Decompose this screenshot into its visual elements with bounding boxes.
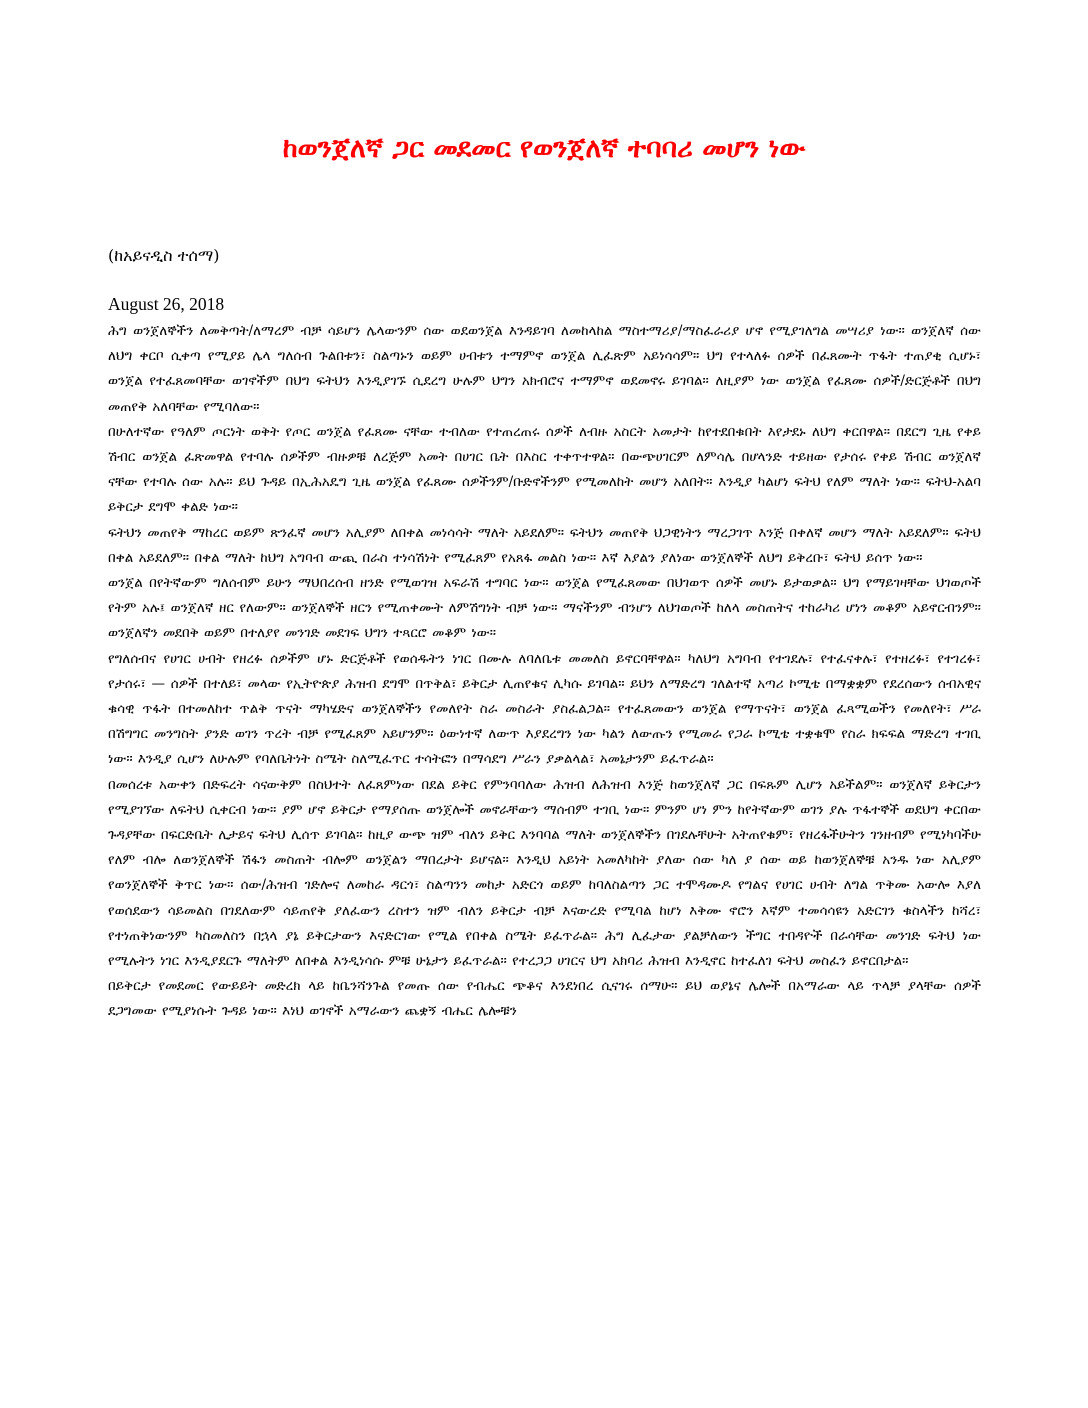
page-title: ከወንጀለኛ ጋር መደመር የወንጀለኛ ተባባሪ መሆን ነው: [282, 133, 806, 164]
author-byline: (ከአይናዲስ ተሰማ): [108, 246, 220, 265]
paragraph: በይቅርታ የመደመር የውይይት መድረክ ላይ ከቤንሻንጉል የመጡ ሰው የብሔር ጭቆና እንደነበረ ሲናገሩ ሰማሁ። ይህ ወያኔና ሌሎች በአማራው ላይ ጥላቻ ያላቸው ሰዎች ደጋግመው የሚያነሱት ጉዳይ ነው። እነህ ወገኖች አማራውን ጨቋኝ ብሔር ሌሎቹን: [108, 978, 981, 1020]
article-body: [108, 319, 981, 1394]
paragraph: ሕግ ወንጀለኞችን ለመቅጣት/ለማረም ብቻ ሳይሆን ሌላውንም ሰው ወደወንጀል እንዳይገባ ለመከላከል ማስተማሪያ/ማስፈራሪያ ሆኖ የሚያገለግል መሣሪያ ነው። ወንጀለኛ ሰው ለህግ ቀርቦ ሲቀጣ የሚያይ ሌላ ግለሰብ ጉልበቱን፣ ስልጣኑን ወይም ሀብቱን ተማምኖ ወንጀል ሊፈጽም አይነሳሳም። ህግ የተላለፉ ሰዎች በፈጸሙት ጥፋት ተጠያቂ ሲሆኑ፣ ወንጀል የተፈጸመባቸው ወገኖችም በህግ ፍትህን እንዲያገኙ ሲደረግ ሁሉም ህግን አክብሮና ተማምኖ ወደመኖሩ ይገባል። ለዚያም ነው ወንጀል የፈጸሙ ሰዎች/ድርጅቶች በህግ መጠየቅ አለባቸው የሚባለው።: [108, 323, 981, 415]
paragraph: ወንጀል በየትኛውም ግለሰብም ይሁን ማህበረሰብ ዘንድ የሚወገዝ አፍራሽ ተግባር ነው። ወንጀል የሚፈጸመው በህገወጥ ሰዎች መሆኑ ይታወቃል። ህግ የማይገዛቸው ህገወጦች የትም አሉ፤ ወንጀለኛ ዘር የለውም። ወንጀለኞች ዘርን የሚጠቀሙት ለምሽግነት ብቻ ነው። ማናችንም ብንሆን ለህገወጦች ከለላ መስጠትና ተከራካሪ ሆነን መቆም አይኖርብንም። ወንጀለኛን መደበቅ ወይም በተለያየ መንገድ መደገፍ ህግን ተጻርሮ መቆም ነው።: [108, 575, 981, 642]
publication-date: August 26, 2018: [108, 294, 225, 314]
paragraph: ፍትህን መጠየቅ ማከረር ወይም ጽንፈኛ መሆን አሊያም ለበቀል መነሳሳት ማለት አይደለም። ፍትህን መጠየቅ ህጋዊነትን ማረጋገጥ እንጅ በቀለኛ መሆን ማለት አይደለም። ፍትህ በቀል አይደለም። በቀል ማለት ከህግ አግባብ ውጪ በራስ ተነሳሽነት የሚፈጸም የአጸፋ መልስ ነው። እኛ እያልን ያለነው ወንጀለኞች ለህግ ይቅረቡ፣ ፍትህ ይሰጥ ነው።: [108, 524, 981, 566]
paragraph: የግለሰብና የሀገር ሀብት የዘረፉ ሰዎችም ሆኑ ድርጅቶች የወሰዱትን ነገር በሙሉ ለባለቤቱ መመለስ ይኖርባቸዋል። ካለህግ አግባብ የተገደሉ፣ የተፈናቀሉ፣ የተዘረፉ፣ የተገረፉ፣ የታሰሩ፣ — ሰዎች በተለይ፣ መላው የኢትዮጵያ ሕዝብ ደግሞ በጥቅል፣ ይቅርታ ሊጠየቁና ሊካሱ ይገባል። ይህን ለማድረግ ገለልተኛ አጣሪ ኮሚቴ በማቋቋም የደረሰውን ሰብአዊና ቁሳዊ ጥፋት በተመለከተ ጥልቅ ጥናት ማካሄድና ወንጀለኞችን የመለየት ስራ መስራት ያስፈልጋል። የተፈጸመውን ወንጀል የማጥናት፣ ወንጀል ፈጻሚወችን የመለየት፣ ሥራ በሽግግር መንግስት ያንድ ወገን ጥረት ብቻ የሚፈጸም አይሆንም። ዕውነተኛ ለውጥ እያደረግን ነው ካልን ለውጡን የሚመራ የጋራ ኮሚቴ ተቋቁሞ የስራ ክፍፍል ማድረግ ተገቢ ነው። እንዲያ ሲሆን ለሁሉም የባለቤትነት ስሜት ስለሚፈጥር ተሳትፎን በማሳደግ ሥራን ያቃልላል፣ አመኔታንም ይፈጥራል።: [108, 650, 981, 768]
paragraph: በሁለተኛው የዓለም ጦርነት ወቅት የጦር ወንጀል የፈጸሙ ናቸው ተብለው የተጠረጠሩ ሰዎች ለብዙ አስርት አመታት ከየተደበቁበት እየታደኑ ለህግ ቀርበዋል። በደርግ ጊዜ የቀይ ሽብር ወንጀል ፈጽመዋል የተባሉ ሰዎችም ብዙዎቹ ለረጅም አመት በሀገር ቤት በእስር ተቀጥተዋል። በውጭሀገርም ለምሳሌ በሆላንድ ተይዘው የታሰሩ የቀይ ሽብር ወንጀለኛ ናቸው የተባሉ ሰው አሉ። ይህ ጉዳይ በኢሕአዴግ ጊዜ ወንጀል የፈጸሙ ሰዎችንም/ቡድኖችንም የሚመለከት መሆን አለበት። እንዲያ ካልሆነ ፍትህ የለም ማለት ነው። ፍትህ-አልባ ይቅርታ ደግሞ ቀልድ ነው።: [108, 423, 981, 516]
paragraph: በመሰረቱ አውቀን በድፍረት ሳናውቅም በስህተት ለፈጸምነው በደል ይቅር የምንባባለው ሕዝብ ለሕዝብ እንጅ ከወንጀለኛ ጋር በፍጹም ሊሆን አይችልም። ወንጀለኛ ይቅርታን የሚያገኘው ለፍትህ ሲቀርብ ነው። ያም ሆኖ ይቅርታ የማያሰጡ ወንጀሎች መኖራቸውን ማሰብም ተገቢ ነው። ምንም ሆነ ምን ከየትኛውም ወገን ያሉ ጥፋተኞች ወደህግ ቀርበው ጉዳያቸው በፍርድቤት ሊታይና ፍትህ ሊሰጥ ይገባል። ከዚያ ውጭ ዝም ብለን ይቅር እንባባል ማለት ወንጀለኞችን በገደሉቸሁት አትጠየቁም፣ የዘረፋችሁትን ገንዘብም የሚነካባችሁ የለም ብሎ ለወንጀለኞች ሽፋን መስጠት ብሎም ወንጀልን ማበረታት ይሆናል። እንዲህ አይነት አመለካከት ያለው ሰው ካለ ያ ሰው ወይ ከወንጀለኞቹ አንዱ ነው አሊያም የወንጀለኞች ቅጥር ነው። ሰው/ሕዝብ ገድሎና ለመከራ ዳርጎ፣ ስልጣንን መከታ አድርጎ ወይም ከባለስልጣን ጋር ተሞዳሙዶ የግልና የሀገር ሀብት ለግል ጥቅሙ አውሎ እያለ የወሰደውን ሳይመልስ በገደለውም ሳይጠየቅ ያለፈውን ረስተን ዝም ብለን ይቅርታ ብቻ እናውረድ የሚባል ከሆነ እቅሙ ኖሮን እኛም ተመሳሳዩን አድርገን ቁስላችን ከሻረ፣ የተነጠቅነውንም ካስመለስን በኋላ ያኔ ይቅርታውን እናድርገው የሚል የበቀል ስሜት ይፈጥራል። ሕግ ሊፈታው ያልቻለውን ችግር ተበዳዮች በራሳቸው መንገድ ፍትህ ነው የሚሉትን ነገር እንዲያደርጉ ማለትም ለበቀል እንዲነሳሱ ምቹ ሁኔታን ይፈጥራል። የተረጋጋ ሀገርና ህግ አክባሪ ሕዝብ እንዲኖር ከተፈለገ ፍትህ መስፈን ይኖርበታል።: [108, 776, 981, 970]
